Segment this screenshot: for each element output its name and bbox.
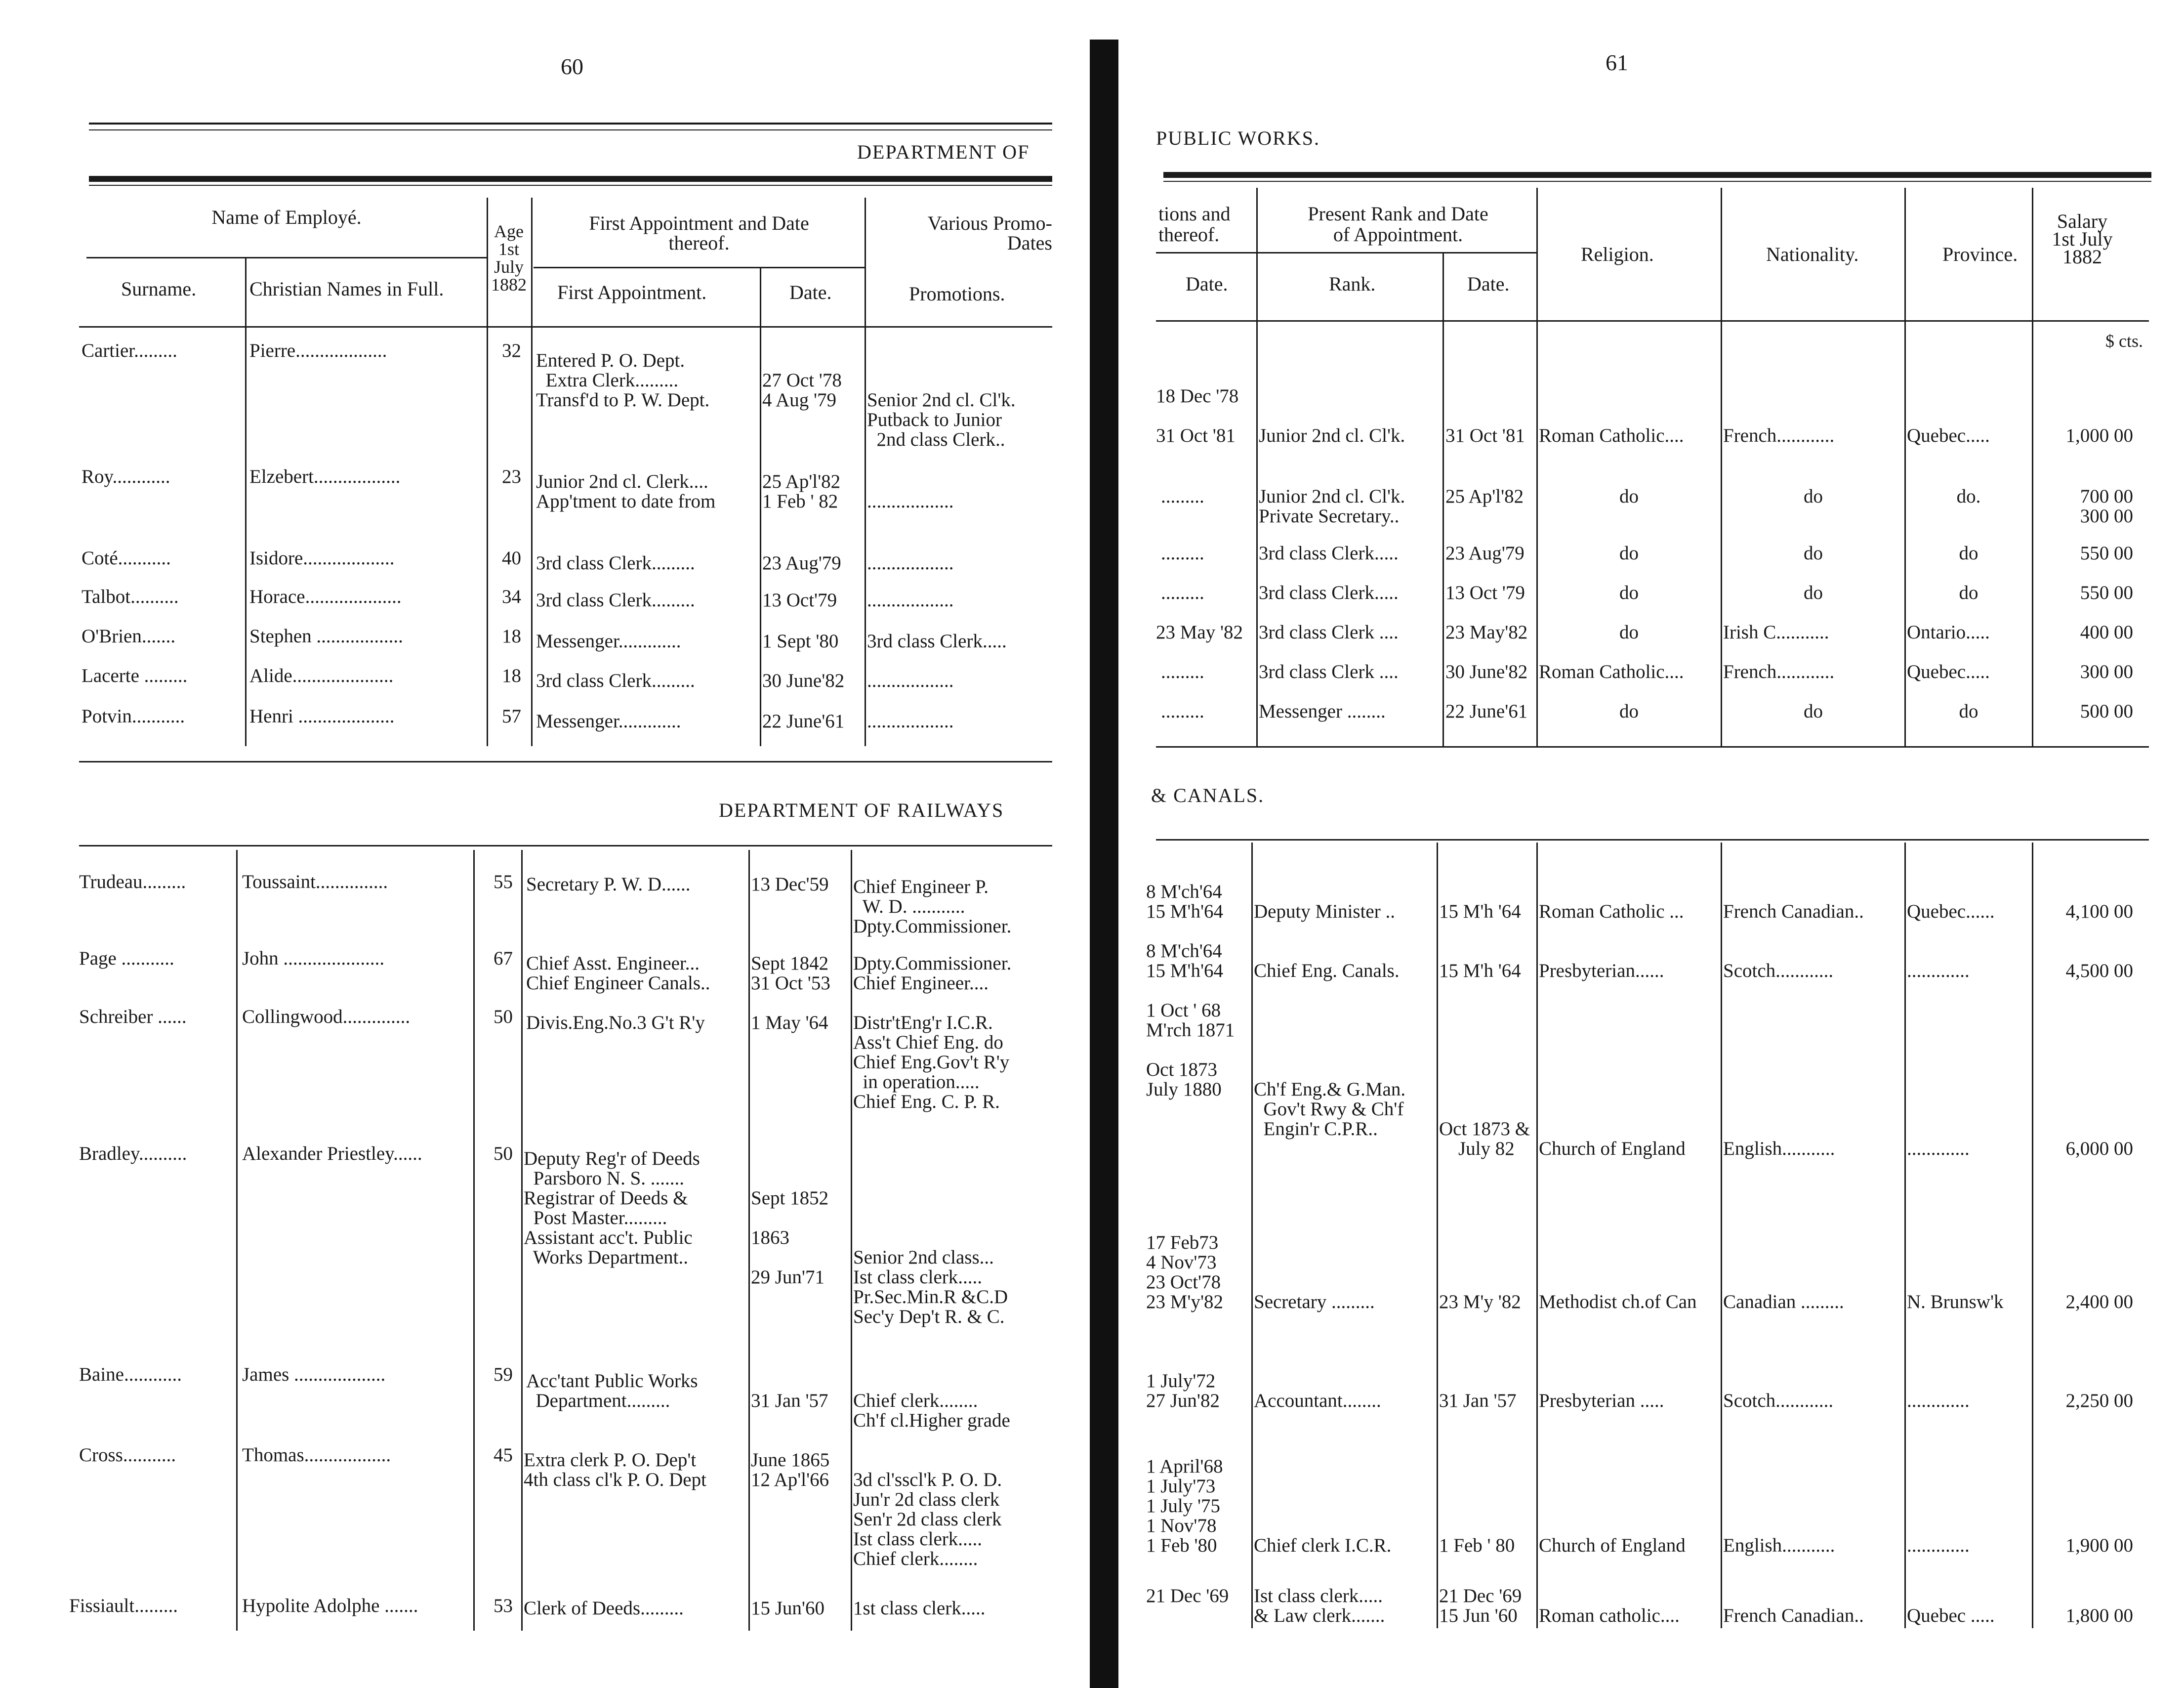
province: Quebec .....: [1907, 1605, 1995, 1626]
section-rule: [1156, 746, 2149, 748]
canals-heading: & CANALS.: [1151, 784, 1265, 806]
first-appointment: Junior 2nd cl. Clerk.... App'tment to date from: [536, 471, 716, 512]
rank-date: 25 Ap'l'82: [1445, 486, 1524, 507]
col-rank: Rank.: [1329, 273, 1376, 295]
nationality: do: [1804, 486, 1823, 507]
col-line: [1904, 843, 1906, 1628]
christian-name: John .....................: [242, 948, 385, 969]
rank: Secretary .........: [1254, 1291, 1375, 1312]
rank: Messenger ........: [1259, 701, 1386, 722]
col-first-appt: First Appointment.: [557, 281, 707, 303]
province: .............: [1907, 960, 1970, 981]
header-bottom-rule: [79, 326, 1052, 328]
surname: Cross...........: [79, 1444, 176, 1466]
appointment-date: 13 Oct'79: [762, 590, 837, 611]
promotions: Dpty.Commissioner. Chief Engineer....: [853, 953, 1012, 994]
first-appointment: Acc'tant Public Works Department.........: [526, 1370, 698, 1411]
appointment-date: 22 June'61: [762, 711, 845, 732]
col-tions-group: tions and thereof.: [1158, 203, 1231, 246]
section-rule: [79, 761, 1052, 762]
appointment-date: Sept 1852 1863 29 Jun'71: [751, 1187, 829, 1288]
rank: 3rd class Clerk.....: [1259, 543, 1399, 564]
surname: Trudeau.........: [79, 871, 186, 892]
promotions: 3rd class Clerk.....: [867, 631, 1007, 652]
rank-date: 1 Feb ' 80: [1439, 1535, 1515, 1556]
railways-heading: DEPARTMENT OF RAILWAYS: [719, 799, 1004, 821]
promotions: 3d cl'sscl'k P. O. D. Jun'r 2d class clerk Sen'r 2d class clerk Ist class clerk..... Chief clerk........: [853, 1469, 1002, 1569]
header-divider: [1156, 252, 1536, 253]
salary: 2,400 00: [2065, 1291, 2133, 1312]
age: 40: [502, 548, 521, 569]
first-appointment: 3rd class Clerk.........: [536, 590, 695, 611]
appointment-date: 13 Dec'59: [751, 874, 829, 895]
age: 59: [494, 1364, 513, 1385]
rank-date: 30 June'82: [1445, 661, 1528, 682]
nationality: French Canadian..: [1723, 1605, 1864, 1626]
rank: 3rd class Clerk ....: [1259, 661, 1399, 682]
first-appointment: 3rd class Clerk.........: [536, 552, 695, 574]
first-appointment: 3rd class Clerk.........: [536, 670, 695, 691]
nationality: do: [1804, 582, 1823, 603]
province: .............: [1907, 1138, 1970, 1159]
rank: Junior 2nd cl. Cl'k.: [1259, 425, 1405, 446]
rank-date: 15 M'h '64: [1439, 901, 1521, 922]
col-line: [1721, 843, 1722, 1628]
rank-date: 31 Jan '57: [1439, 1390, 1517, 1411]
first-appointment: Secretary P. W. D......: [526, 874, 691, 895]
rank: Chief clerk I.C.R.: [1254, 1535, 1392, 1556]
heavy-rule: [89, 176, 1052, 182]
col-promo-group: Various Promo- Dates: [927, 212, 1052, 254]
age: 50: [494, 1006, 513, 1027]
promotions: Senior 2nd class... Ist class clerk..... Pr.Sec.Min.R &C.D Sec'y Dep't R. & C.: [853, 1247, 1008, 1327]
nationality: Scotch............: [1723, 1390, 1834, 1411]
col-line: [2032, 188, 2033, 746]
first-appointment: Messenger.............: [536, 711, 681, 732]
province: .............: [1907, 1390, 1970, 1411]
col-surname: Surname.: [121, 278, 197, 300]
promotion-date: .........: [1161, 661, 1204, 682]
page-number-right: 61: [1606, 50, 1628, 75]
col-promotions: Promotions.: [909, 283, 1005, 305]
nationality: French............: [1723, 425, 1835, 446]
col-religion: Religion.: [1581, 243, 1654, 265]
first-appointment: Deputy Reg'r of Deeds Parsboro N. S. ....... Registrar of Deeds & Post Master......... Assistant acc't. Public Works Department..: [524, 1148, 700, 1268]
promotions: Distr'tEng'r I.C.R. Ass't Chief Eng. do Chief Eng.Gov't R'y in operation..... Chief Eng. C. P. R.: [853, 1012, 1010, 1112]
appointment-date: 23 Aug'79: [762, 552, 841, 574]
col-nationality: Nationality.: [1766, 243, 1859, 265]
appointment-date: Sept 1842 31 Oct '53: [751, 953, 830, 994]
col-age: Age 1st July 1882: [491, 221, 527, 295]
rank-date: Oct 1873 & July 82: [1439, 1118, 1530, 1159]
col-christian: Christian Names in Full.: [249, 278, 444, 300]
promotion-date: .........: [1161, 582, 1204, 603]
age: 18: [502, 665, 521, 686]
salary: 550 00: [2080, 543, 2133, 564]
first-appointment: Chief Asst. Engineer... Chief Engineer Canals..: [526, 953, 710, 994]
left-page: [0, 0, 1077, 1688]
religion: Methodist ch.of Can: [1539, 1291, 1697, 1312]
surname: Lacerte .........: [82, 665, 188, 686]
province: do.: [1956, 486, 1981, 507]
col-line: [531, 198, 533, 746]
promotions: Chief clerk........ Ch'f cl.Higher grade: [853, 1390, 1010, 1431]
salary: 550 00: [2080, 582, 2133, 603]
header-divider-2: [534, 267, 865, 268]
religion: Roman Catholic....: [1539, 425, 1684, 446]
first-appointment: Divis.Eng.No.3 G't R'y: [526, 1012, 705, 1033]
religion: do: [1619, 701, 1639, 722]
promotion-date: .........: [1161, 701, 1204, 722]
religion: Roman Catholic....: [1539, 661, 1684, 682]
first-appointment: Clerk of Deeds.........: [524, 1598, 684, 1619]
surname: Potvin...........: [82, 706, 185, 727]
age: 18: [502, 626, 521, 647]
rank: Ist class clerk..... & Law clerk.......: [1254, 1585, 1385, 1626]
promotions: Senior 2nd cl. Cl'k. Putback to Junior 2nd class Clerk..: [867, 389, 1016, 450]
age: 23: [502, 466, 521, 487]
religion: Church of England: [1539, 1138, 1686, 1159]
salary: 500 00: [2080, 701, 2133, 722]
promotion-date: 17 Feb73 4 Nov'73 23 Oct'78 23 M'y'82: [1146, 1232, 1223, 1312]
header-bottom-rule: [1156, 320, 2149, 322]
salary: 400 00: [2080, 622, 2133, 643]
surname: Baine............: [79, 1364, 182, 1385]
religion: Roman catholic....: [1539, 1605, 1680, 1626]
age: 32: [502, 340, 521, 361]
rank-date: 23 M'y '82: [1439, 1291, 1521, 1312]
salary: 2,250 00: [2065, 1390, 2133, 1411]
rank: Deputy Minister ..: [1254, 901, 1395, 922]
rank: Accountant........: [1254, 1390, 1381, 1411]
salary: 1,900 00: [2065, 1535, 2133, 1556]
rank: Ch'f Eng.& G.Man. Gov't Rwy & Ch'f Engin'r C.P.R..: [1254, 1079, 1406, 1139]
col-line: [865, 198, 866, 746]
surname: Coté...........: [82, 548, 171, 569]
promotions: 1st class clerk.....: [853, 1598, 986, 1619]
heavy-rule-thin: [1163, 181, 2151, 182]
top-rule-thin: [89, 129, 1052, 130]
rank-date: 23 May'82: [1445, 622, 1528, 643]
surname: Cartier.........: [82, 340, 177, 361]
nationality: do: [1804, 701, 1823, 722]
christian-name: Collingwood..............: [242, 1006, 411, 1027]
christian-name: James ...................: [242, 1364, 386, 1385]
rank-date: 21 Dec '69 15 Jun '60: [1439, 1585, 1522, 1626]
col-name-group: Name of Employé.: [211, 206, 362, 228]
dept-heading: DEPARTMENT OF: [857, 141, 1030, 163]
col-line: [473, 850, 475, 1631]
nationality: do: [1804, 543, 1823, 564]
christian-name: Pierre...................: [249, 340, 387, 361]
religion: do: [1619, 486, 1639, 507]
col-line: [1442, 252, 1444, 746]
religion: do: [1619, 543, 1639, 564]
rank: 3rd class Clerk ....: [1259, 622, 1399, 643]
promotion-date: 23 May '82: [1156, 622, 1243, 643]
col-rank-group: Present Rank and Date of Appointment.: [1308, 203, 1488, 246]
heavy-rule-thin: [89, 185, 1052, 186]
christian-name: Henri ....................: [249, 706, 395, 727]
section-rule: [79, 845, 1052, 846]
appointment-date: 1 May '64: [751, 1012, 828, 1033]
salary: 6,000 00: [2065, 1138, 2133, 1159]
rank-date: 15 M'h '64: [1439, 960, 1521, 981]
surname: Schreiber ......: [79, 1006, 187, 1027]
promotions: Chief Engineer P. W. D. ........... Dpty.Commissioner.: [853, 876, 1012, 937]
book-spine: [1090, 40, 1118, 1688]
age: 34: [502, 586, 521, 607]
col-line: [748, 850, 750, 1631]
public-works-heading: PUBLIC WORKS.: [1156, 127, 1320, 149]
promotion-date: 8 M'ch'64 15 M'h'64: [1146, 940, 1223, 981]
promotion-date: .........: [1161, 486, 1204, 507]
nationality: Scotch............: [1723, 960, 1834, 981]
appointment-date: June 1865 12 Ap'l'66: [751, 1449, 830, 1490]
age: 53: [494, 1595, 513, 1616]
salary: 4,100 00: [2065, 901, 2133, 922]
promotions: ..................: [867, 491, 954, 512]
religion: Roman Catholic ...: [1539, 901, 1684, 922]
appointment-date: 27 Oct '78 4 Aug '79: [762, 370, 842, 411]
age: 45: [494, 1444, 513, 1466]
rank-date: 31 Oct '81: [1445, 425, 1525, 446]
promotion-date: 1 July'72 27 Jun'82: [1146, 1370, 1220, 1411]
col-line: [487, 198, 488, 746]
religion: do: [1619, 622, 1639, 643]
province: Quebec......: [1907, 901, 1995, 922]
christian-name: Isidore...................: [249, 548, 395, 569]
promotion-date: .........: [1161, 543, 1204, 564]
nationality: French............: [1723, 661, 1835, 682]
rank: Chief Eng. Canals.: [1254, 960, 1400, 981]
col-line: [1904, 188, 1906, 746]
col-line: [245, 257, 247, 746]
col-line: [760, 267, 761, 746]
salary: 1,800 00: [2065, 1605, 2133, 1626]
province: Ontario.....: [1907, 622, 1990, 643]
col-line: [1251, 843, 1253, 1628]
age: 57: [502, 706, 521, 727]
col-line: [1437, 843, 1438, 1628]
promotions: ..................: [867, 590, 954, 611]
col-salary: Salary 1st July 1882: [2052, 210, 2113, 268]
promotions: ..................: [867, 552, 954, 574]
col-line: [1721, 188, 1722, 746]
christian-name: Elzebert..................: [249, 466, 401, 487]
age: 50: [494, 1143, 513, 1164]
col-line: [2032, 843, 2033, 1628]
religion: Church of England: [1539, 1535, 1686, 1556]
col-date: Date.: [1186, 273, 1228, 295]
promotion-date: 18 Dec '78 31 Oct '81: [1156, 385, 1239, 446]
promotion-date: 1 April'68 1 July'73 1 July '75 1 Nov'78 1 Feb '80: [1146, 1456, 1223, 1556]
rank-date: 23 Aug'79: [1445, 543, 1525, 564]
christian-name: Toussaint...............: [242, 871, 388, 892]
nationality: French Canadian..: [1723, 901, 1864, 922]
appointment-date: 30 June'82: [762, 670, 845, 691]
province: .............: [1907, 1535, 1970, 1556]
appointment-date: 15 Jun'60: [751, 1598, 824, 1619]
surname: Bradley..........: [79, 1143, 187, 1164]
rank-date: 22 June'61: [1445, 701, 1528, 722]
christian-name: Hypolite Adolphe .......: [242, 1595, 418, 1616]
nationality: English...........: [1723, 1535, 1835, 1556]
surname: Page ...........: [79, 948, 174, 969]
page-number-left: 60: [561, 54, 583, 79]
col-rank-date: Date.: [1467, 273, 1510, 295]
province: Quebec.....: [1907, 425, 1990, 446]
header-divider: [86, 257, 487, 258]
col-line: [1256, 188, 1258, 746]
promotion-date: 8 M'ch'64 15 M'h'64: [1146, 881, 1223, 922]
top-rule: [89, 123, 1052, 125]
salary: 4,500 00: [2065, 960, 2133, 981]
christian-name: Stephen ..................: [249, 626, 403, 647]
col-line: [1536, 188, 1538, 746]
surname: Roy............: [82, 466, 170, 487]
age: 67: [494, 948, 513, 969]
col-first-appt-group: First Appointment and Date thereof.: [589, 212, 809, 254]
christian-name: Alexander Priestley......: [242, 1143, 422, 1164]
province: do: [1959, 701, 1978, 722]
christian-name: Thomas..................: [242, 1444, 391, 1466]
salary: 700 00 300 00: [2080, 486, 2133, 527]
appointment-date: 25 Ap'l'82 1 Feb ' 82: [762, 471, 841, 512]
christian-name: Alide.....................: [249, 665, 394, 686]
rank: 3rd class Clerk.....: [1259, 582, 1399, 603]
heavy-rule: [1163, 172, 2151, 178]
col-province: Province.: [1942, 243, 2018, 265]
col-line: [236, 850, 238, 1631]
religion: do: [1619, 582, 1639, 603]
rank: Junior 2nd cl. Cl'k. Private Secretary..: [1259, 486, 1405, 527]
salary: 1,000 00: [2065, 425, 2133, 446]
promotion-date: 1 Oct ' 68 M'rch 1871 Oct 1873 July 1880: [1146, 1000, 1235, 1100]
col-line: [521, 850, 523, 1631]
right-page: [1131, 0, 2184, 1688]
promotions: ..................: [867, 711, 954, 732]
province: Quebec.....: [1907, 661, 1990, 682]
province: do: [1959, 543, 1978, 564]
rank-date: 13 Oct '79: [1445, 582, 1525, 603]
first-appointment: Entered P. O. Dept. Extra Clerk......... Transf'd to P. W. Dept.: [536, 350, 710, 411]
first-appointment: Extra clerk P. O. Dep't 4th class cl'k P. O. Dept: [524, 1449, 706, 1490]
currency-label: $ cts.: [2105, 331, 2143, 351]
promotions: ..................: [867, 670, 954, 691]
surname: O'Brien.......: [82, 626, 176, 647]
province: N. Brunsw'k: [1907, 1291, 2004, 1312]
appointment-date: 31 Jan '57: [751, 1390, 828, 1411]
christian-name: Horace....................: [249, 586, 402, 607]
surname: Talbot..........: [82, 586, 179, 607]
religion: Presbyterian .....: [1539, 1390, 1664, 1411]
salary: 300 00: [2080, 661, 2133, 682]
appointment-date: 1 Sept '80: [762, 631, 839, 652]
promotion-date: 21 Dec '69: [1146, 1585, 1229, 1606]
nationality: Canadian .........: [1723, 1291, 1844, 1312]
col-date: Date.: [789, 281, 832, 303]
province: do: [1959, 582, 1978, 603]
col-line: [851, 850, 852, 1631]
age: 55: [494, 871, 513, 892]
surname: Fissiault.........: [69, 1595, 178, 1616]
nationality: Irish C...........: [1723, 622, 1829, 643]
first-appointment: Messenger.............: [536, 631, 681, 652]
nationality: English...........: [1723, 1138, 1835, 1159]
section-rule: [1156, 839, 2149, 841]
religion: Presbyterian......: [1539, 960, 1664, 981]
col-line: [1536, 843, 1538, 1628]
